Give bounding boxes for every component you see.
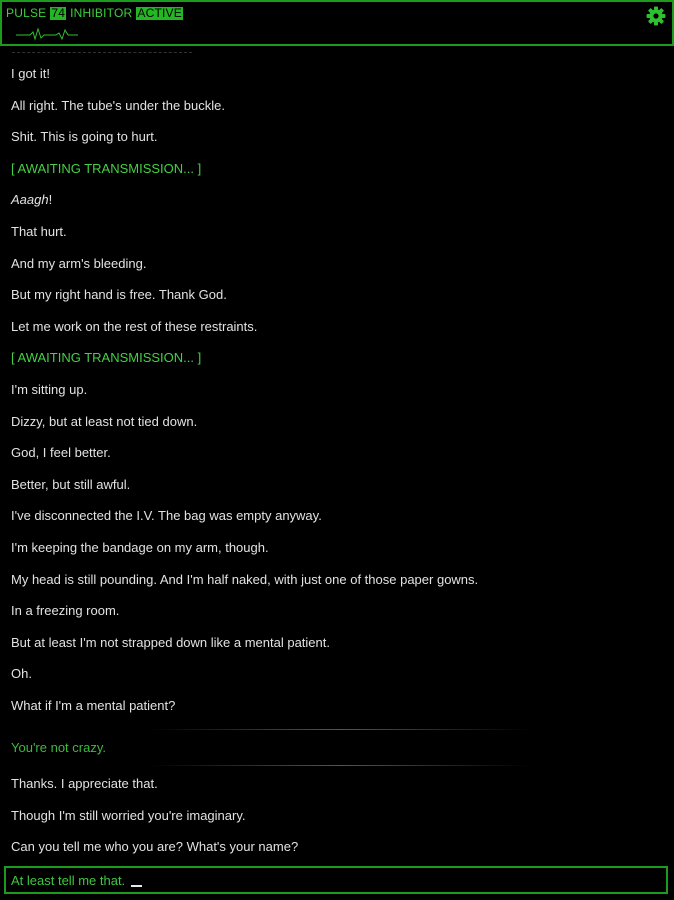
response-text: At least tell me that.: [11, 873, 126, 888]
reply-divider-top: [150, 729, 530, 730]
text-cursor: [131, 885, 142, 887]
awaiting-transmission-line: [ AWAITING TRANSMISSION... ]: [11, 160, 202, 176]
inhibitor-status-badge: ACTIVE: [137, 5, 182, 20]
message-line: Though I'm still worried you're imaginary.: [11, 807, 246, 823]
message-line: Dizzy, but at least not tied down.: [11, 413, 198, 429]
message-line: What if I'm a mental patient?: [11, 697, 176, 713]
player-reply: [0, 729, 674, 766]
response-input[interactable]: [4, 866, 668, 894]
message-line: But my right hand is free. Thank God.: [11, 287, 227, 303]
message-line: Let me work on the rest of these restraints.: [11, 318, 258, 334]
conversation-log: [11, 58, 661, 721]
message-line: I'm sitting up.: [11, 381, 88, 397]
message-line: [11, 184, 661, 216]
pulse-value-badge: 74: [51, 5, 66, 20]
gear-icon[interactable]: [646, 6, 666, 26]
message-line: Better, but still awful.: [11, 476, 131, 492]
message-line: Thanks. I appreciate that.: [11, 776, 158, 791]
message-line: I got it!: [11, 66, 51, 81]
status-bar: [0, 0, 674, 46]
message-line: Can you tell me who you are? What's your name?: [11, 839, 299, 855]
message-line: My head is still pounding. And I'm half naked, with just one of those paper gowns.: [11, 571, 479, 587]
pulse-label: PULSE: [6, 6, 47, 20]
message-line: That hurt.: [11, 223, 67, 239]
awaiting-transmission-line: [ AWAITING TRANSMISSION... ]: [11, 350, 202, 366]
message-line: In a freezing room.: [11, 603, 120, 619]
clipped-message-remnant: [12, 46, 192, 53]
inhibitor-label: INHIBITOR: [70, 6, 133, 20]
player-reply-text: You're not crazy.: [11, 740, 106, 755]
message-line: Oh.: [11, 666, 32, 682]
reply-divider-bottom: [150, 765, 530, 766]
message-line: And my arm's bleeding.: [11, 255, 147, 271]
message-line: All right. The tube's under the buckle.: [11, 97, 225, 113]
response-option-text[interactable]: [11, 868, 142, 893]
heartbeat-line-icon: [16, 27, 78, 41]
message-line: I'm keeping the bandage on my arm, though.: [11, 539, 269, 555]
message-line: I've disconnected the I.V. The bag was empty anyway.: [11, 508, 322, 524]
message-emphasis: Aaagh: [11, 192, 49, 208]
conversation-log-continued: [11, 768, 661, 863]
message-line: But at least I'm not strapped down like a mental patient.: [11, 634, 330, 650]
message-line: Shit. This is going to hurt.: [11, 129, 158, 145]
message-suffix: !: [48, 192, 53, 208]
message-line: God, I feel better.: [11, 445, 111, 461]
status-row: [6, 6, 183, 20]
